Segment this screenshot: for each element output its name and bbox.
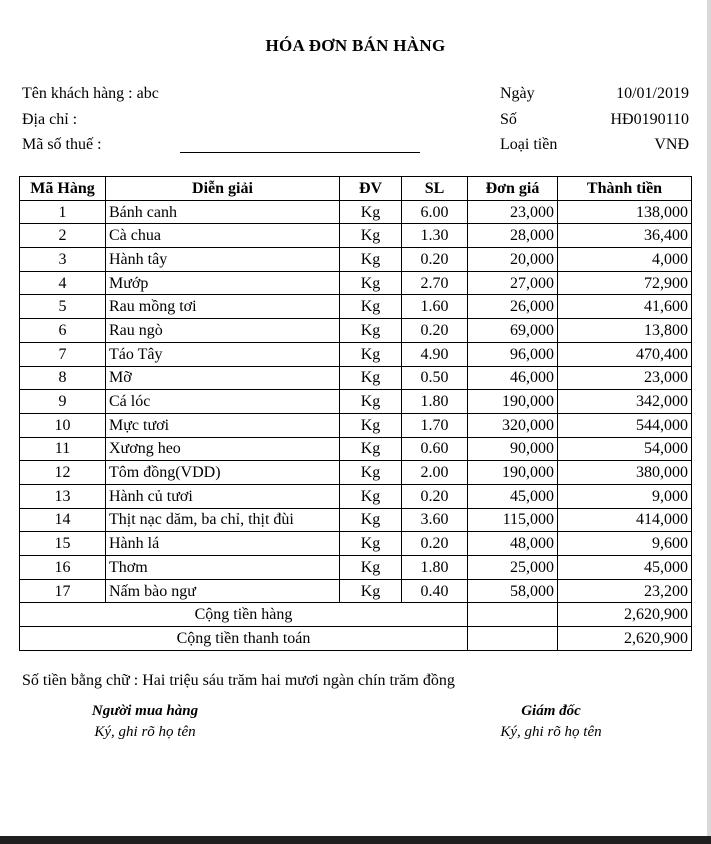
table-row bbox=[20, 532, 692, 556]
cell-unit-price: 190,000 bbox=[468, 461, 558, 485]
table-header-row bbox=[20, 177, 692, 201]
cell-code: 3 bbox=[20, 248, 106, 272]
cell-description: Hành tây bbox=[106, 248, 340, 272]
cell-code: 14 bbox=[20, 508, 106, 532]
cell-unit: Kg bbox=[340, 366, 402, 390]
subtotal-value: 2,620,900 bbox=[558, 603, 692, 627]
cell-unit: Kg bbox=[340, 390, 402, 414]
cell-code: 13 bbox=[20, 484, 106, 508]
cell-amount: 414,000 bbox=[558, 508, 692, 532]
cell-description: Mực tươi bbox=[106, 413, 340, 437]
invoice-number-value: HĐ0190110 bbox=[610, 111, 689, 128]
cell-code: 9 bbox=[20, 390, 106, 414]
table-row bbox=[20, 437, 692, 461]
cell-description: Mỡ bbox=[106, 366, 340, 390]
cell-description: Tôm đồng(VDD) bbox=[106, 461, 340, 485]
table-row bbox=[20, 200, 692, 224]
cell-quantity: 1.80 bbox=[402, 556, 468, 580]
cell-amount: 380,000 bbox=[558, 461, 692, 485]
total-value: 2,620,900 bbox=[558, 627, 692, 651]
cell-quantity: 1.30 bbox=[402, 224, 468, 248]
buyer-sign-hint: Ký, ghi rõ họ tên bbox=[94, 724, 196, 740]
tax-code-underline bbox=[180, 152, 420, 153]
cell-code: 4 bbox=[20, 271, 106, 295]
total-row bbox=[20, 627, 692, 651]
cell-code: 17 bbox=[20, 579, 106, 603]
date-value: 10/01/2019 bbox=[616, 85, 689, 102]
cell-unit: Kg bbox=[340, 437, 402, 461]
cell-unit: Kg bbox=[340, 579, 402, 603]
currency-value: VNĐ bbox=[654, 136, 689, 153]
cell-unit-price: 115,000 bbox=[468, 508, 558, 532]
tax-code-line: Mã số thuế : bbox=[22, 136, 102, 153]
address-line: Địa chỉ : bbox=[22, 111, 78, 128]
cell-quantity: 1.60 bbox=[402, 295, 468, 319]
table-row bbox=[20, 248, 692, 272]
cell-description: Táo Tây bbox=[106, 342, 340, 366]
cell-unit-price: 96,000 bbox=[468, 342, 558, 366]
cell-quantity: 0.40 bbox=[402, 579, 468, 603]
cell-code: 10 bbox=[20, 413, 106, 437]
col-header-description: Diễn giải bbox=[106, 177, 340, 201]
cell-code: 15 bbox=[20, 532, 106, 556]
cell-amount: 9,600 bbox=[558, 532, 692, 556]
cell-unit: Kg bbox=[340, 413, 402, 437]
cell-unit-price: 23,000 bbox=[468, 200, 558, 224]
col-header-unit: ĐV bbox=[340, 177, 402, 201]
director-role: Giám đốc bbox=[521, 703, 581, 719]
cell-amount: 23,000 bbox=[558, 366, 692, 390]
cell-unit: Kg bbox=[340, 508, 402, 532]
cell-unit: Kg bbox=[340, 556, 402, 580]
cell-code: 8 bbox=[20, 366, 106, 390]
cell-amount: 13,800 bbox=[558, 319, 692, 343]
cell-quantity: 0.20 bbox=[402, 319, 468, 343]
buyer-signature-block bbox=[60, 703, 230, 741]
cell-description: Thịt nạc dăm, ba chỉ, thịt đùi bbox=[106, 508, 340, 532]
cell-amount: 4,000 bbox=[558, 248, 692, 272]
cell-amount: 41,600 bbox=[558, 295, 692, 319]
page-edge-bottom bbox=[0, 836, 711, 844]
page-edge-right bbox=[707, 0, 711, 844]
subtotal-row bbox=[20, 603, 692, 627]
date-label: Ngày bbox=[500, 85, 535, 102]
cell-unit: Kg bbox=[340, 319, 402, 343]
cell-quantity: 0.50 bbox=[402, 366, 468, 390]
cell-amount: 45,000 bbox=[558, 556, 692, 580]
cell-unit-price: 20,000 bbox=[468, 248, 558, 272]
table-row bbox=[20, 390, 692, 414]
cell-code: 11 bbox=[20, 437, 106, 461]
col-header-unit-price: Đơn giá bbox=[468, 177, 558, 201]
cell-unit-price: 320,000 bbox=[468, 413, 558, 437]
cell-code: 16 bbox=[20, 556, 106, 580]
cell-code: 6 bbox=[20, 319, 106, 343]
cell-description: Cá lóc bbox=[106, 390, 340, 414]
table-row bbox=[20, 413, 692, 437]
subtotal-spacer bbox=[468, 603, 558, 627]
cell-unit-price: 69,000 bbox=[468, 319, 558, 343]
col-header-amount: Thành tiền bbox=[558, 177, 692, 201]
director-sign-hint: Ký, ghi rõ họ tên bbox=[500, 724, 602, 740]
cell-description: Hành củ tươi bbox=[106, 484, 340, 508]
cell-unit: Kg bbox=[340, 248, 402, 272]
cell-unit-price: 90,000 bbox=[468, 437, 558, 461]
cell-description: Nấm bào ngư bbox=[106, 579, 340, 603]
table-row bbox=[20, 366, 692, 390]
cell-unit-price: 28,000 bbox=[468, 224, 558, 248]
table-row bbox=[20, 224, 692, 248]
cell-unit: Kg bbox=[340, 461, 402, 485]
cell-unit-price: 26,000 bbox=[468, 295, 558, 319]
cell-unit-price: 27,000 bbox=[468, 271, 558, 295]
cell-description: Hành lá bbox=[106, 532, 340, 556]
cell-code: 1 bbox=[20, 200, 106, 224]
cell-unit-price: 45,000 bbox=[468, 484, 558, 508]
cell-code: 2 bbox=[20, 224, 106, 248]
table-row bbox=[20, 579, 692, 603]
cell-code: 5 bbox=[20, 295, 106, 319]
cell-quantity: 1.70 bbox=[402, 413, 468, 437]
cell-unit: Kg bbox=[340, 532, 402, 556]
buyer-role: Người mua hàng bbox=[91, 703, 199, 719]
table-body bbox=[20, 200, 692, 603]
cell-amount: 138,000 bbox=[558, 200, 692, 224]
cell-amount: 9,000 bbox=[558, 484, 692, 508]
cell-description: Thơm bbox=[106, 556, 340, 580]
invoice-number-label: Số bbox=[500, 111, 517, 128]
cell-description: Mướp bbox=[106, 271, 340, 295]
table-row bbox=[20, 484, 692, 508]
cell-unit: Kg bbox=[340, 295, 402, 319]
cell-unit: Kg bbox=[340, 224, 402, 248]
cell-quantity: 1.80 bbox=[402, 390, 468, 414]
table-row bbox=[20, 556, 692, 580]
table-row bbox=[20, 461, 692, 485]
table-row bbox=[20, 271, 692, 295]
cell-amount: 72,900 bbox=[558, 271, 692, 295]
cell-description: Cà chua bbox=[106, 224, 340, 248]
cell-code: 12 bbox=[20, 461, 106, 485]
cell-unit-price: 48,000 bbox=[468, 532, 558, 556]
cell-quantity: 6.00 bbox=[402, 200, 468, 224]
cell-unit: Kg bbox=[340, 200, 402, 224]
total-label: Cộng tiền thanh toán bbox=[20, 627, 468, 651]
cell-description: Xương heo bbox=[106, 437, 340, 461]
cell-quantity: 0.20 bbox=[402, 484, 468, 508]
cell-quantity: 0.20 bbox=[402, 248, 468, 272]
cell-description: Rau mồng tơi bbox=[106, 295, 340, 319]
cell-quantity: 4.90 bbox=[402, 342, 468, 366]
cell-unit: Kg bbox=[340, 342, 402, 366]
director-signature-block bbox=[466, 703, 636, 741]
cell-amount: 54,000 bbox=[558, 437, 692, 461]
cell-unit-price: 190,000 bbox=[468, 390, 558, 414]
cell-unit: Kg bbox=[340, 271, 402, 295]
currency-label: Loại tiền bbox=[500, 136, 558, 153]
cell-amount: 470,400 bbox=[558, 342, 692, 366]
cell-quantity: 2.70 bbox=[402, 271, 468, 295]
cell-description: Bánh canh bbox=[106, 200, 340, 224]
cell-amount: 23,200 bbox=[558, 579, 692, 603]
table-row bbox=[20, 508, 692, 532]
cell-unit-price: 25,000 bbox=[468, 556, 558, 580]
cell-unit: Kg bbox=[340, 484, 402, 508]
cell-description: Rau ngò bbox=[106, 319, 340, 343]
col-header-quantity: SL bbox=[402, 177, 468, 201]
cell-quantity: 3.60 bbox=[402, 508, 468, 532]
cell-quantity: 0.20 bbox=[402, 532, 468, 556]
cell-quantity: 0.60 bbox=[402, 437, 468, 461]
cell-quantity: 2.00 bbox=[402, 461, 468, 485]
cell-amount: 544,000 bbox=[558, 413, 692, 437]
table-row bbox=[20, 295, 692, 319]
col-header-code: Mã Hàng bbox=[20, 177, 106, 201]
subtotal-label: Cộng tiền hàng bbox=[20, 603, 468, 627]
invoice-items-table bbox=[19, 176, 692, 651]
table-row bbox=[20, 319, 692, 343]
total-spacer bbox=[468, 627, 558, 651]
customer-name-line: Tên khách hàng : abc bbox=[22, 85, 159, 102]
invoice-title: HÓA ĐƠN BÁN HÀNG bbox=[265, 36, 446, 55]
amount-in-words: Số tiền bằng chữ : Hai triệu sáu trăm hai mươi ngàn chín trăm đồng bbox=[22, 672, 455, 689]
cell-unit-price: 46,000 bbox=[468, 366, 558, 390]
cell-amount: 36,400 bbox=[558, 224, 692, 248]
cell-amount: 342,000 bbox=[558, 390, 692, 414]
cell-code: 7 bbox=[20, 342, 106, 366]
cell-unit-price: 58,000 bbox=[468, 579, 558, 603]
table-row bbox=[20, 342, 692, 366]
